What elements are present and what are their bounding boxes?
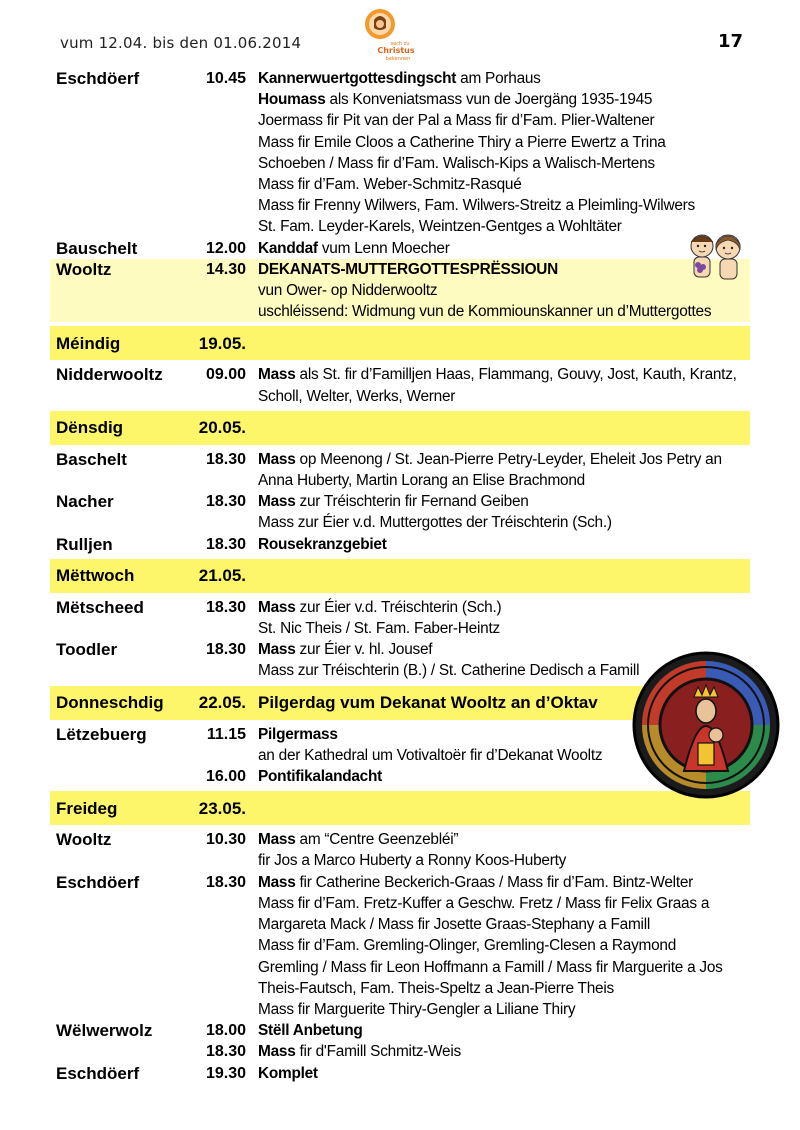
- entry-line-text: Mass fir d’Fam. Weber-Schmitz-Rasqué: [258, 176, 522, 194]
- entry-line: [258, 238, 750, 259]
- page-date-range: vum 12.04. bis den 01.06.2014: [60, 34, 302, 52]
- schedule-entry: [50, 259, 750, 323]
- entry-details: [258, 259, 750, 323]
- entry-time: 14.30: [205, 260, 246, 278]
- entry-line-text: zur Éier v. hl. Jousef: [295, 641, 433, 659]
- schedule-entry: [50, 872, 750, 1020]
- entry-details: [258, 829, 750, 871]
- day-banner: [50, 326, 750, 360]
- entry-time: 18.30: [205, 598, 246, 616]
- entry-line-text: an der Kathedral um Votivaltoër fir d’Dekanat Wooltz: [258, 746, 603, 764]
- entry-line-text: vum Lenn Moecher: [317, 239, 450, 257]
- entry-line-bold: Kanddaf: [258, 239, 318, 257]
- entry-line-text: Mass fir Marguerite Thiry-Gengler a Liliane Thiry: [258, 1000, 576, 1018]
- entry-line-bold: Stëll Anbetung: [258, 1022, 363, 1040]
- entry-time: 11.15: [206, 725, 246, 743]
- schedule-entry: [50, 238, 750, 259]
- entry-place: Toodler: [56, 640, 118, 660]
- entry-line-bold: Houmass: [258, 91, 326, 109]
- entry-time: 10.30: [205, 831, 246, 849]
- entry-line-bold: Pilgermass: [258, 725, 338, 743]
- entry-line: [258, 89, 750, 110]
- entry-line-bold: Mass: [258, 493, 296, 511]
- entry-place: Nacher: [56, 492, 114, 512]
- entry-line: [258, 893, 750, 914]
- entry-time: 18.30: [205, 1043, 246, 1061]
- entry-place: Wooltz: [56, 830, 112, 850]
- entry-line-text: Mass fir d’Fam. Gremling-Olinger, Gremling-Clesen a Raymond: [258, 937, 677, 955]
- entry-line-text: als St. fir d’Familljen Haas, Flammang, Gouvy, Jost, Kauth, Krantz,: [295, 366, 737, 384]
- children-icon: [684, 232, 746, 284]
- entry-details: [258, 534, 750, 555]
- entry-line: [258, 534, 750, 555]
- entry-details: [258, 1063, 750, 1084]
- entry-line-text: Joermass fir Pit van der Pal a Mass fir d’Fam. Plier-Waltener: [258, 112, 655, 130]
- entry-line-bold: Mass: [258, 873, 296, 891]
- entry-place: Wooltz: [56, 259, 112, 279]
- entry-line-bold: Kannerwuertgottesdingscht: [258, 70, 457, 87]
- entry-line-text: Scholl, Welter, Werks, Werner: [258, 387, 456, 405]
- entry-details: [258, 449, 750, 491]
- entry-place: Nidderwooltz: [56, 365, 163, 385]
- entry-line: [258, 914, 750, 935]
- entry-place: Mëtscheed: [56, 597, 144, 617]
- entry-details: [258, 872, 750, 1020]
- entry-line: [258, 829, 750, 850]
- entry-line-text: Mass fir Frenny Wilwers, Fam. Wilwers-Streitz a Pleimling-Wilwers: [258, 197, 695, 215]
- entry-line: [258, 301, 750, 322]
- entry-line: [258, 68, 750, 89]
- entry-line: [258, 153, 750, 174]
- entry-line: [258, 512, 750, 533]
- stained-glass-window: [632, 651, 780, 799]
- entry-line-text: Mass fir d’Fam. Fretz-Kuffer a Geschw. Fretz / Mass fir Felix Graas a: [258, 894, 710, 912]
- entry-place: Lëtzebuerg: [56, 724, 147, 744]
- entry-line-text: op Meenong / St. Jean-Pierre Petry-Leyder, Eheleit Jos Petry an: [295, 450, 722, 468]
- children-illustration: [684, 232, 746, 284]
- logo-text-bottom: bekennen: [385, 56, 411, 62]
- entry-time: 19.30: [205, 1064, 246, 1082]
- entry-line-bold: Mass: [258, 1043, 296, 1061]
- day-title: Pilgerdag vum Dekanat Wooltz an d’Oktav: [258, 693, 598, 713]
- schedule-entry: [50, 491, 750, 533]
- entry-line: [258, 132, 750, 153]
- entry-line-text: zur Éier v.d. Tréischterin (Sch.): [295, 598, 502, 616]
- day-name: Donneschdig: [56, 693, 164, 713]
- entry-line: [258, 216, 750, 237]
- entry-line-text: Mass zur Éier v.d. Muttergottes der Tréischterin (Sch.): [258, 514, 612, 532]
- schedule-entry: [50, 68, 750, 238]
- entry-line-bold: Mass: [258, 366, 296, 384]
- entry-line-text: Theis-Fautsch, Fam. Theis-Speltz a Jean-Pierre Theis: [258, 979, 614, 997]
- entry-line: [258, 449, 750, 470]
- day-name: Freideg: [56, 798, 118, 818]
- schedule-entry: [50, 364, 750, 406]
- entry-line: [258, 491, 750, 512]
- entry-time: 18.30: [205, 450, 246, 468]
- day-date: 22.05.: [198, 693, 246, 713]
- entry-line-text: am “Centre Geenzebléi”: [295, 831, 459, 849]
- day-banner: [50, 411, 750, 445]
- entry-place: Bauschelt: [56, 238, 138, 258]
- day-date: 20.05.: [198, 418, 246, 438]
- entry-line: [258, 174, 750, 195]
- schedule-entry: [50, 534, 750, 555]
- logo-text-main: Christus: [377, 46, 415, 55]
- schedule-entry: [50, 1063, 750, 1084]
- entry-line-bold: Pontifikalandacht: [258, 768, 383, 786]
- day-date: 21.05.: [198, 566, 246, 586]
- entry-line-bold: Rousekranzgebiet: [258, 535, 387, 553]
- entry-line-bold: Mass: [258, 450, 296, 468]
- entry-details: [258, 597, 750, 639]
- entry-line-text: St. Fam. Leyder-Karels, Weintzen-Gentges a Wohltäter: [258, 218, 622, 236]
- entry-line-text: vun Ower- op Nidderwooltz: [258, 282, 438, 300]
- entry-line-text: am Porhaus: [456, 70, 541, 87]
- entry-line: [258, 999, 750, 1020]
- page-number: 17: [718, 31, 744, 52]
- schedule-entry: [50, 449, 750, 491]
- entry-line-text: Schoeben / Mass fir d’Fam. Walisch-Kips a Walisch-Mertens: [258, 154, 655, 172]
- day-name: Dënsdig: [56, 418, 124, 438]
- entry-line: [258, 957, 750, 978]
- entry-line: [258, 1020, 750, 1041]
- entry-place: Wëlwerwolz: [56, 1021, 153, 1041]
- entry-line-text: fir Jos a Marco Huberty a Ronny Koos-Huberty: [258, 852, 567, 870]
- entry-details: [258, 364, 750, 406]
- day-banner: [50, 559, 750, 593]
- day-date: 19.05.: [198, 333, 246, 353]
- entry-line: [258, 259, 750, 280]
- entry-line-text: uschléissend: Widmung vun de Kommiounskanner un d’Muttergottes: [258, 303, 712, 321]
- entry-line-bold: Mass: [258, 598, 296, 616]
- entry-line-text: fir Catherine Beckerich-Graas / Mass fir d’Fam. Bintz-Welter: [295, 873, 694, 891]
- entry-time: 09.00: [205, 366, 246, 384]
- entry-details: [258, 491, 750, 533]
- entry-place: Eschdöerf: [56, 1063, 140, 1083]
- entry-line: [258, 1063, 750, 1084]
- entry-line: [258, 618, 750, 639]
- entry-place: Eschdöerf: [56, 69, 140, 88]
- entry-place: Eschdöerf: [56, 872, 140, 892]
- entry-time: 18.00: [205, 1022, 246, 1040]
- entry-line: [258, 1041, 750, 1062]
- schedule-list: [50, 68, 750, 1084]
- entry-time: 10.45: [205, 70, 246, 87]
- entry-details: [258, 1041, 750, 1062]
- entry-line: [258, 597, 750, 618]
- entry-line: [258, 872, 750, 893]
- entry-line: [258, 364, 750, 385]
- entry-line: [258, 978, 750, 999]
- entry-line-text: Mass zur Tréischterin (B.) / St. Catherine Dedisch a Famill: [258, 662, 640, 680]
- schedule-entry: [50, 1020, 750, 1041]
- entry-details: [258, 1020, 750, 1041]
- day-date: 23.05.: [198, 798, 246, 818]
- entry-line-text: Gremling / Mass fir Leon Hoffmann a Famill / Mass fir Marguerite a Jos: [258, 958, 723, 976]
- entry-line-bold: Komplet: [258, 1064, 318, 1082]
- entry-line-text: Margareta Mack / Mass fir Josette Graas-Stephany a Famill: [258, 916, 651, 934]
- entry-line-text: Anna Huberty, Martin Lorang an Elise Brachmond: [258, 472, 585, 490]
- entry-line: [258, 850, 750, 871]
- schedule-entry: [50, 829, 750, 871]
- entry-line: [258, 386, 750, 407]
- entry-line: [258, 470, 750, 491]
- stained-glass-icon: [632, 651, 780, 799]
- entry-details: [258, 238, 750, 259]
- entry-time: 18.30: [205, 873, 246, 891]
- entry-line: [258, 935, 750, 956]
- schedule-entry: [50, 1041, 750, 1062]
- entry-time: 12.00: [205, 239, 246, 257]
- entry-line-text: fir d'Famill Schmitz-Weis: [295, 1043, 461, 1061]
- entry-line-bold: DEKANATS-MUTTERGOTTESPRËSSIOUN: [258, 260, 559, 278]
- entry-time: 16.00: [205, 768, 246, 786]
- entry-time: 18.30: [205, 493, 246, 511]
- entry-line-text: St. Nic Theis / St. Fam. Faber-Heintz: [258, 620, 500, 638]
- entry-line-text: zur Tréischterin fir Fernand Geiben: [295, 493, 529, 511]
- entry-details: [258, 68, 750, 238]
- entry-line-text: als Konveniatsmass vun de Joergäng 1935-1945: [325, 91, 653, 109]
- entry-time: 18.30: [205, 641, 246, 659]
- day-name: Méindig: [56, 333, 121, 353]
- entry-line: [258, 280, 750, 301]
- entry-time: 18.30: [205, 535, 246, 553]
- schedule-entry: [50, 597, 750, 639]
- day-name: Mëttwoch: [56, 566, 135, 586]
- entry-line-text: Mass fir Emile Cloos a Catherine Thiry a Pierre Ewertz a Trina: [258, 133, 666, 151]
- parish-logo: [356, 8, 422, 64]
- entry-line: [258, 195, 750, 216]
- logo-text-top: sech zu: [390, 41, 410, 47]
- logo-icon: [356, 8, 422, 64]
- entry-line-bold: Mass: [258, 641, 296, 659]
- entry-line-bold: Mass: [258, 831, 296, 849]
- entry-place: Rulljen: [56, 534, 113, 554]
- entry-line: [258, 110, 750, 131]
- entry-place: Baschelt: [56, 449, 127, 469]
